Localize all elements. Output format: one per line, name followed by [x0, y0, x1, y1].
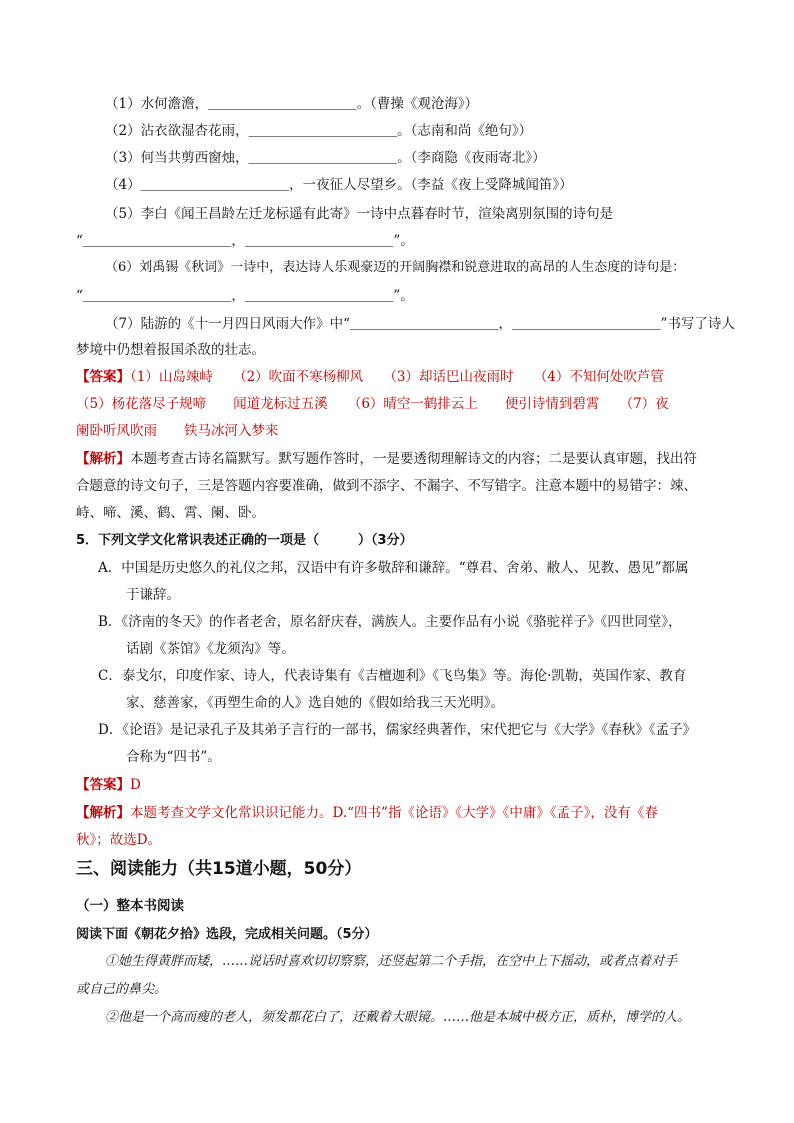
analysis-text: 本题考查文学文化常识识记能力。D.“四书”指《论语》《大学》《中庸》《孟子》，没有《春: [130, 805, 658, 821]
answer-1-line-1: [76, 368, 664, 386]
analysis-tag: 【解析】: [76, 451, 130, 467]
dictation-item-7: （7）陆游的《十一月四日风雨大作》中“＿＿＿＿＿＿＿＿＿＿＿，＿＿＿＿＿＿＿＿＿＿＿”书写了诗人: [105, 316, 735, 332]
question-5-title: 5．下列文学文化常识表述正确的一项是（ ）（3分）: [76, 533, 413, 548]
dictation-item-5: （5）李白《闻王昌龄左迁龙标遥有此寄》一诗中点暮春时节，渲染离别氛围的诗句是: [105, 206, 614, 222]
dictation-item-2: （2）沾衣欲湿杏花雨，＿＿＿＿＿＿＿＿＿＿＿。（志南和尚《绝句》）: [105, 123, 533, 139]
dictation-item-1: （1）水何澹澹，＿＿＿＿＿＿＿＿＿＿＿。（曹操《观沧海》）: [105, 96, 479, 112]
option-c-line-2: 家、慈善家，《再塑生命的人》选自她的《假如给我三天光明》。: [126, 695, 504, 711]
dictation-item-3: （3）何当共剪西窗烛，＿＿＿＿＿＿＿＿＿＿＿。（李商隐《夜雨寄北》）: [105, 150, 546, 166]
answer-1-line-3: 阑卧听风吹雨 铁马冰河入梦来: [76, 423, 279, 439]
analysis-1-line-2: 合题意的诗文句子，三是答题内容要准确，做到不添字、不漏字、不写错字。注意本题中的易错字：竦、: [76, 478, 697, 494]
answer-tag: 【答案】: [76, 777, 130, 793]
dictation-item-6-blank: “＿＿＿＿＿＿＿＿＿＿＿，＿＿＿＿＿＿＿＿＿＿＿”。: [76, 288, 414, 304]
option-d-line-1: D．《论语》是记录孔子及其弟子言行的一部书，儒家经典著作，宋代把它与《大学》《春秋》《孟子》: [98, 722, 697, 738]
section-3-title: 三、阅读能力（共15道小题，50分）: [76, 859, 362, 879]
answer-1-line-2: （5）杨花落尽子规啼 闻道龙标过五溪 （6）晴空一鹤排云上 便引诗情到碧霄 （7）夜: [76, 396, 669, 412]
analysis-2-line-2: 秋》；故选D。: [76, 832, 162, 848]
analysis-text: 本题考查古诗名篇默写。默写题作答时，一是要透彻理解诗文的内容；二是要认真审题，找出符: [130, 451, 697, 467]
option-d-line-2: 合称为“四书”。: [126, 749, 221, 765]
option-a-line-1: A．中国是历史悠久的礼仪之邦，汉语中有许多敬辞和谦辞。“尊君、舍弟、敝人、见教、愚见”都属: [98, 560, 689, 576]
analysis-1-line-3: 峙、啼、溪、鹤、霄、阑、卧。: [76, 505, 265, 521]
answer-tag: 【答案】: [76, 369, 130, 385]
subsection-title: （一）整本书阅读: [76, 898, 184, 914]
passage-2-line-1: ②他是一个高而瘦的老人，须发都花白了，还戴着大眼镜。……他是本城中极方正，质朴，博学的人。: [105, 1010, 691, 1025]
dictation-item-7-cont: 梦境中仍想着报国杀敌的壮志。: [76, 342, 265, 358]
analysis-tag: 【解析】: [76, 805, 130, 821]
passage-1-line-1: ①她生得黄胖而矮，……说话时喜欢切切察察，还竖起第二个手指，在空中上下摇动，或者点着对手: [105, 954, 678, 969]
answer-2: [76, 776, 141, 794]
analysis-1-line-1: [76, 450, 697, 468]
dictation-item-5-blank: “＿＿＿＿＿＿＿＿＿＿＿，＿＿＿＿＿＿＿＿＿＿＿”。: [76, 233, 414, 249]
dictation-item-4: （4）＿＿＿＿＿＿＿＿＿＿＿，一夜征人尽望乡。（李益《夜上受降城闻笛》）: [105, 177, 573, 193]
dictation-item-6: （6）刘禹锡《秋词》一诗中，表达诗人乐观豪迈的开阔胸襟和锐意进取的高昂的人生态度的诗句是：: [105, 260, 686, 275]
passage-1-line-2: 或自己的鼻尖。: [76, 982, 168, 997]
analysis-2-line-1: [76, 804, 658, 822]
option-a-line-2: 于谦辞。: [126, 587, 180, 603]
option-b-line-2: 话剧《茶馆》《龙须沟》等。: [126, 641, 295, 657]
answer-text: （1）山岛竦峙 （2）吹面不寒杨柳风 （3）却话巴山夜雨时 （4）不知何处吹芦管: [130, 369, 664, 385]
option-c-line-1: C．泰戈尔，印度作家、诗人，代表诗集有《吉檀迦利》《飞鸟集》等。海伦·凯勒，英国作家、教育: [98, 668, 687, 684]
option-b-line-1: B．《济南的冬天》的作者老舍，原名舒庆春，满族人。主要作品有小说《骆驼祥子》《四世同堂》，: [98, 614, 682, 630]
reading-prompt: 阅读下面《朝花夕拾》选段，完成相关问题。（5分）: [76, 927, 378, 942]
answer-text: D: [130, 777, 141, 793]
